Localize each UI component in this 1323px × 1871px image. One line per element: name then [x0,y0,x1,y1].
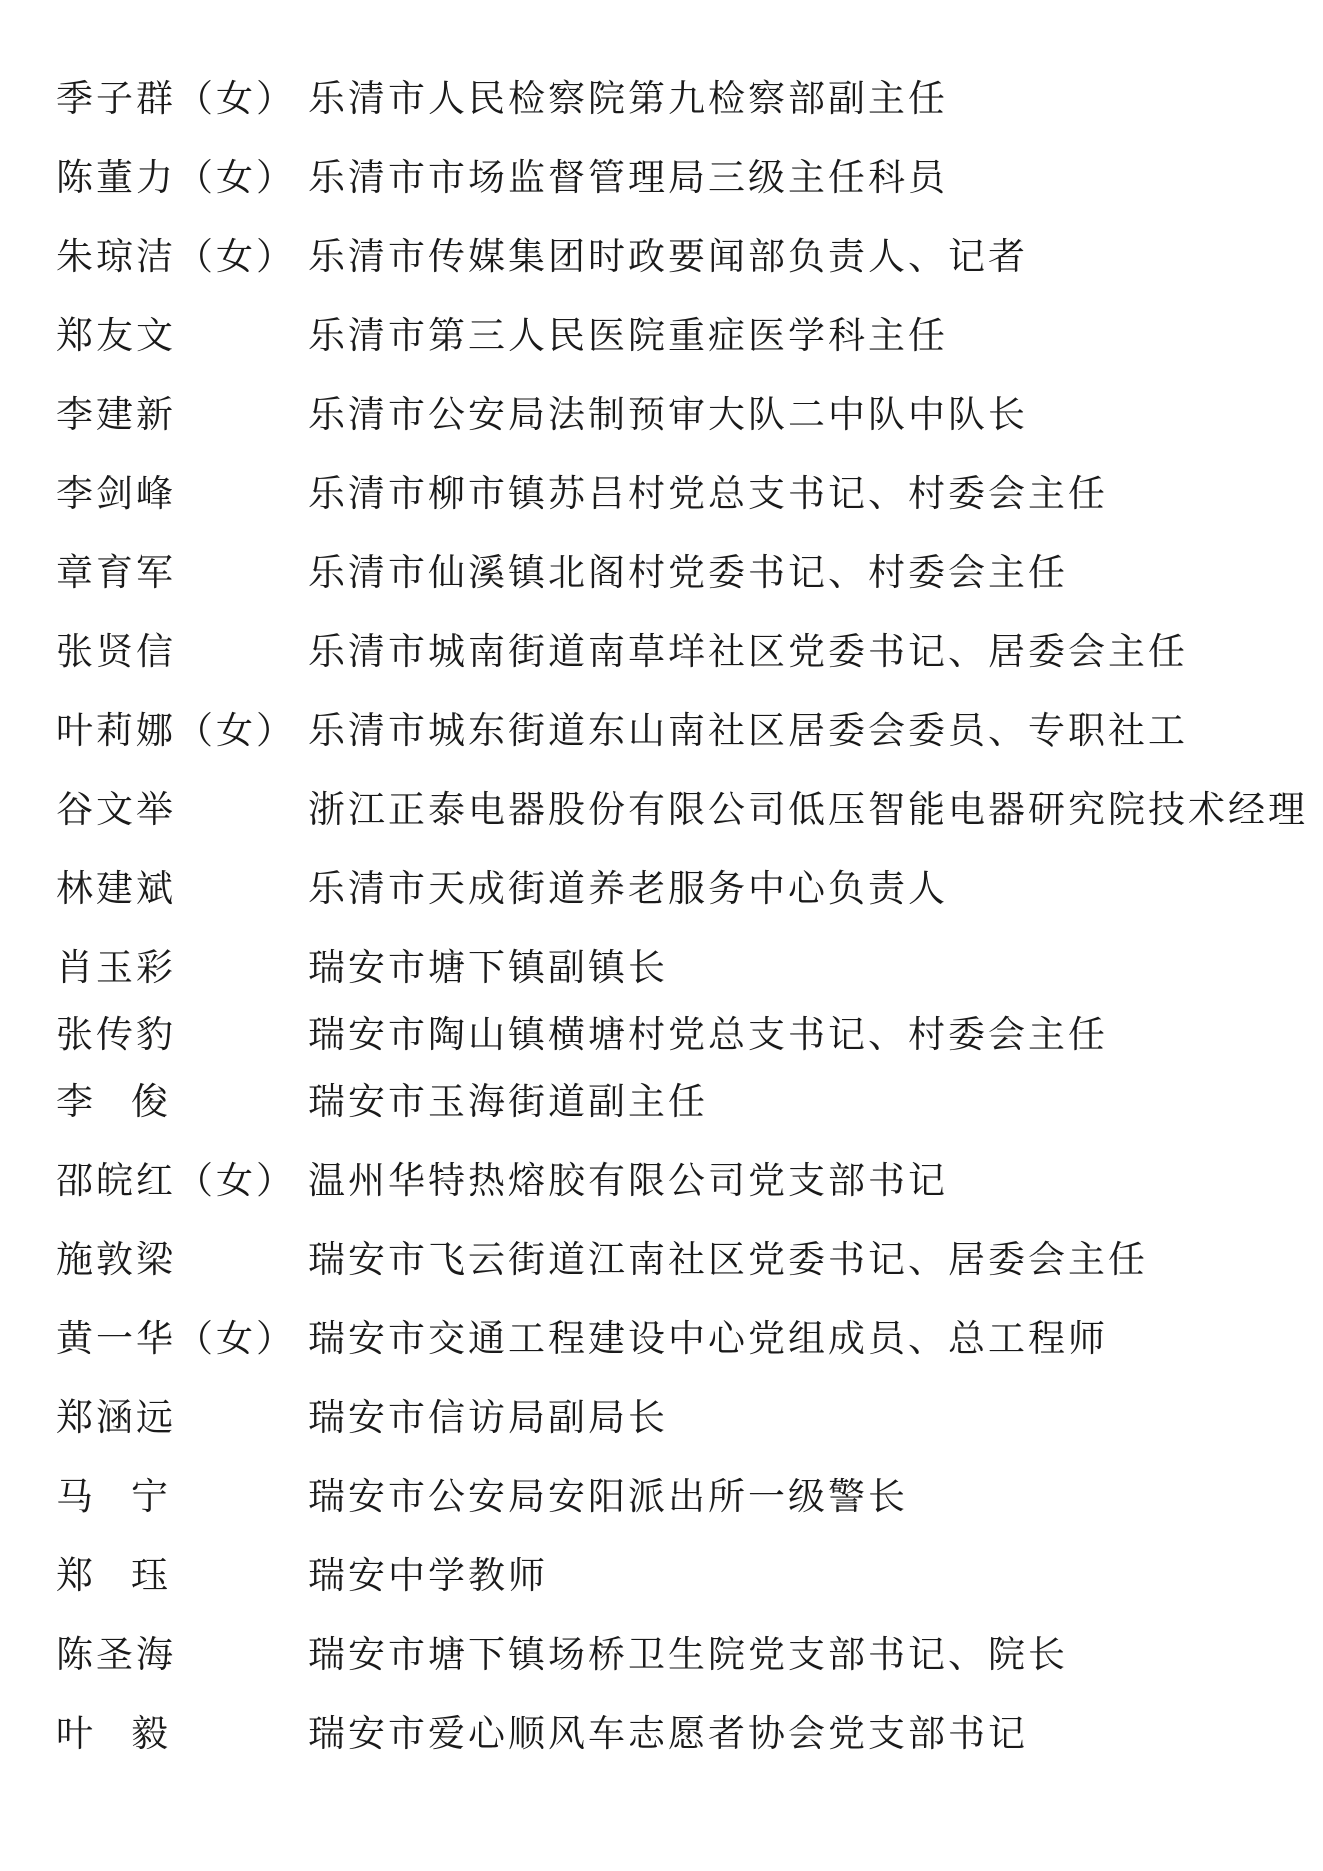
person-position: 乐清市市场监督管理局三级主任科员 [308,156,948,199]
person-name: 陈圣海 [56,1633,176,1676]
person-name: 施敦梁 [56,1238,176,1281]
person-position: 瑞安市塘下镇场桥卫生院党支部书记、院长 [308,1633,1068,1676]
person-position: 乐清市仙溪镇北阁村党委书记、村委会主任 [308,551,1068,594]
list-entry [56,1010,1296,1060]
person-position: 瑞安市信访局副局长 [308,1396,668,1439]
person-position: 瑞安市爱心顺风车志愿者协会党支部书记 [308,1712,1028,1755]
person-name: 朱琼洁（女） [56,235,296,278]
person-name: 李俊 [56,1080,206,1123]
list-entry [56,390,1296,440]
list-entry [56,706,1296,756]
person-name: 郑涵远 [56,1396,176,1439]
list-entry [56,74,1296,124]
list-entry [56,1709,1296,1759]
list-entry [56,1472,1296,1522]
person-position: 瑞安市陶山镇横塘村党总支书记、村委会主任 [308,1013,1108,1056]
list-entry [56,1235,1296,1285]
person-name: 张传豹 [56,1013,176,1056]
person-position: 瑞安市塘下镇副镇长 [308,946,668,989]
person-name: 邵皖红（女） [56,1159,296,1202]
list-entry [56,232,1296,282]
person-name: 马宁 [56,1475,206,1518]
person-position: 乐清市城东街道东山南社区居委会委员、专职社工 [308,709,1188,752]
person-position: 乐清市公安局法制预审大队二中队中队长 [308,393,1028,436]
person-name: 章育军 [56,551,176,594]
person-position: 乐清市柳市镇苏吕村党总支书记、村委会主任 [308,472,1108,515]
person-position: 瑞安市交通工程建设中心党组成员、总工程师 [308,1317,1108,1360]
person-position: 乐清市传媒集团时政要闻部负责人、记者 [308,235,1028,278]
person-position: 瑞安市飞云街道江南社区党委书记、居委会主任 [308,1238,1148,1281]
list-entry [56,153,1296,203]
list-entry [56,627,1296,677]
person-position: 瑞安市玉海街道副主任 [308,1080,708,1123]
list-entry [56,1393,1296,1443]
person-name: 李剑峰 [56,472,176,515]
person-position: 瑞安中学教师 [308,1554,548,1597]
list-entry [56,469,1296,519]
person-name: 叶毅 [56,1712,206,1755]
person-position: 瑞安市公安局安阳派出所一级警长 [308,1475,908,1518]
person-name: 陈董力（女） [56,156,296,199]
list-entry [56,311,1296,361]
person-position: 乐清市城南街道南草垟社区党委书记、居委会主任 [308,630,1188,673]
person-position: 乐清市第三人民医院重症医学科主任 [308,314,948,357]
person-name: 李建新 [56,393,176,436]
person-position: 乐清市人民检察院第九检察部副主任 [308,77,948,120]
person-name: 叶莉娜（女） [56,709,296,752]
list-entry [56,1630,1296,1680]
person-name: 谷文举 [56,788,176,831]
list-entry [56,1077,1296,1127]
person-position: 浙江正泰电器股份有限公司低压智能电器研究院技术经理 [308,788,1308,831]
person-position: 乐清市天成街道养老服务中心负责人 [308,867,948,910]
list-entry [56,1314,1296,1364]
person-name: 黄一华（女） [56,1317,296,1360]
person-name: 肖玉彩 [56,946,176,989]
person-name: 郑珏 [56,1554,206,1597]
list-entry [56,1551,1296,1601]
person-name: 张贤信 [56,630,176,673]
person-name: 林建斌 [56,867,176,910]
list-entry [56,1156,1296,1206]
list-entry [56,785,1308,835]
list-entry [56,864,1296,914]
list-entry [56,943,1296,993]
list-entry [56,548,1296,598]
person-position: 温州华特热熔胶有限公司党支部书记 [308,1159,948,1202]
person-name: 季子群（女） [56,77,296,120]
person-name: 郑友文 [56,314,176,357]
